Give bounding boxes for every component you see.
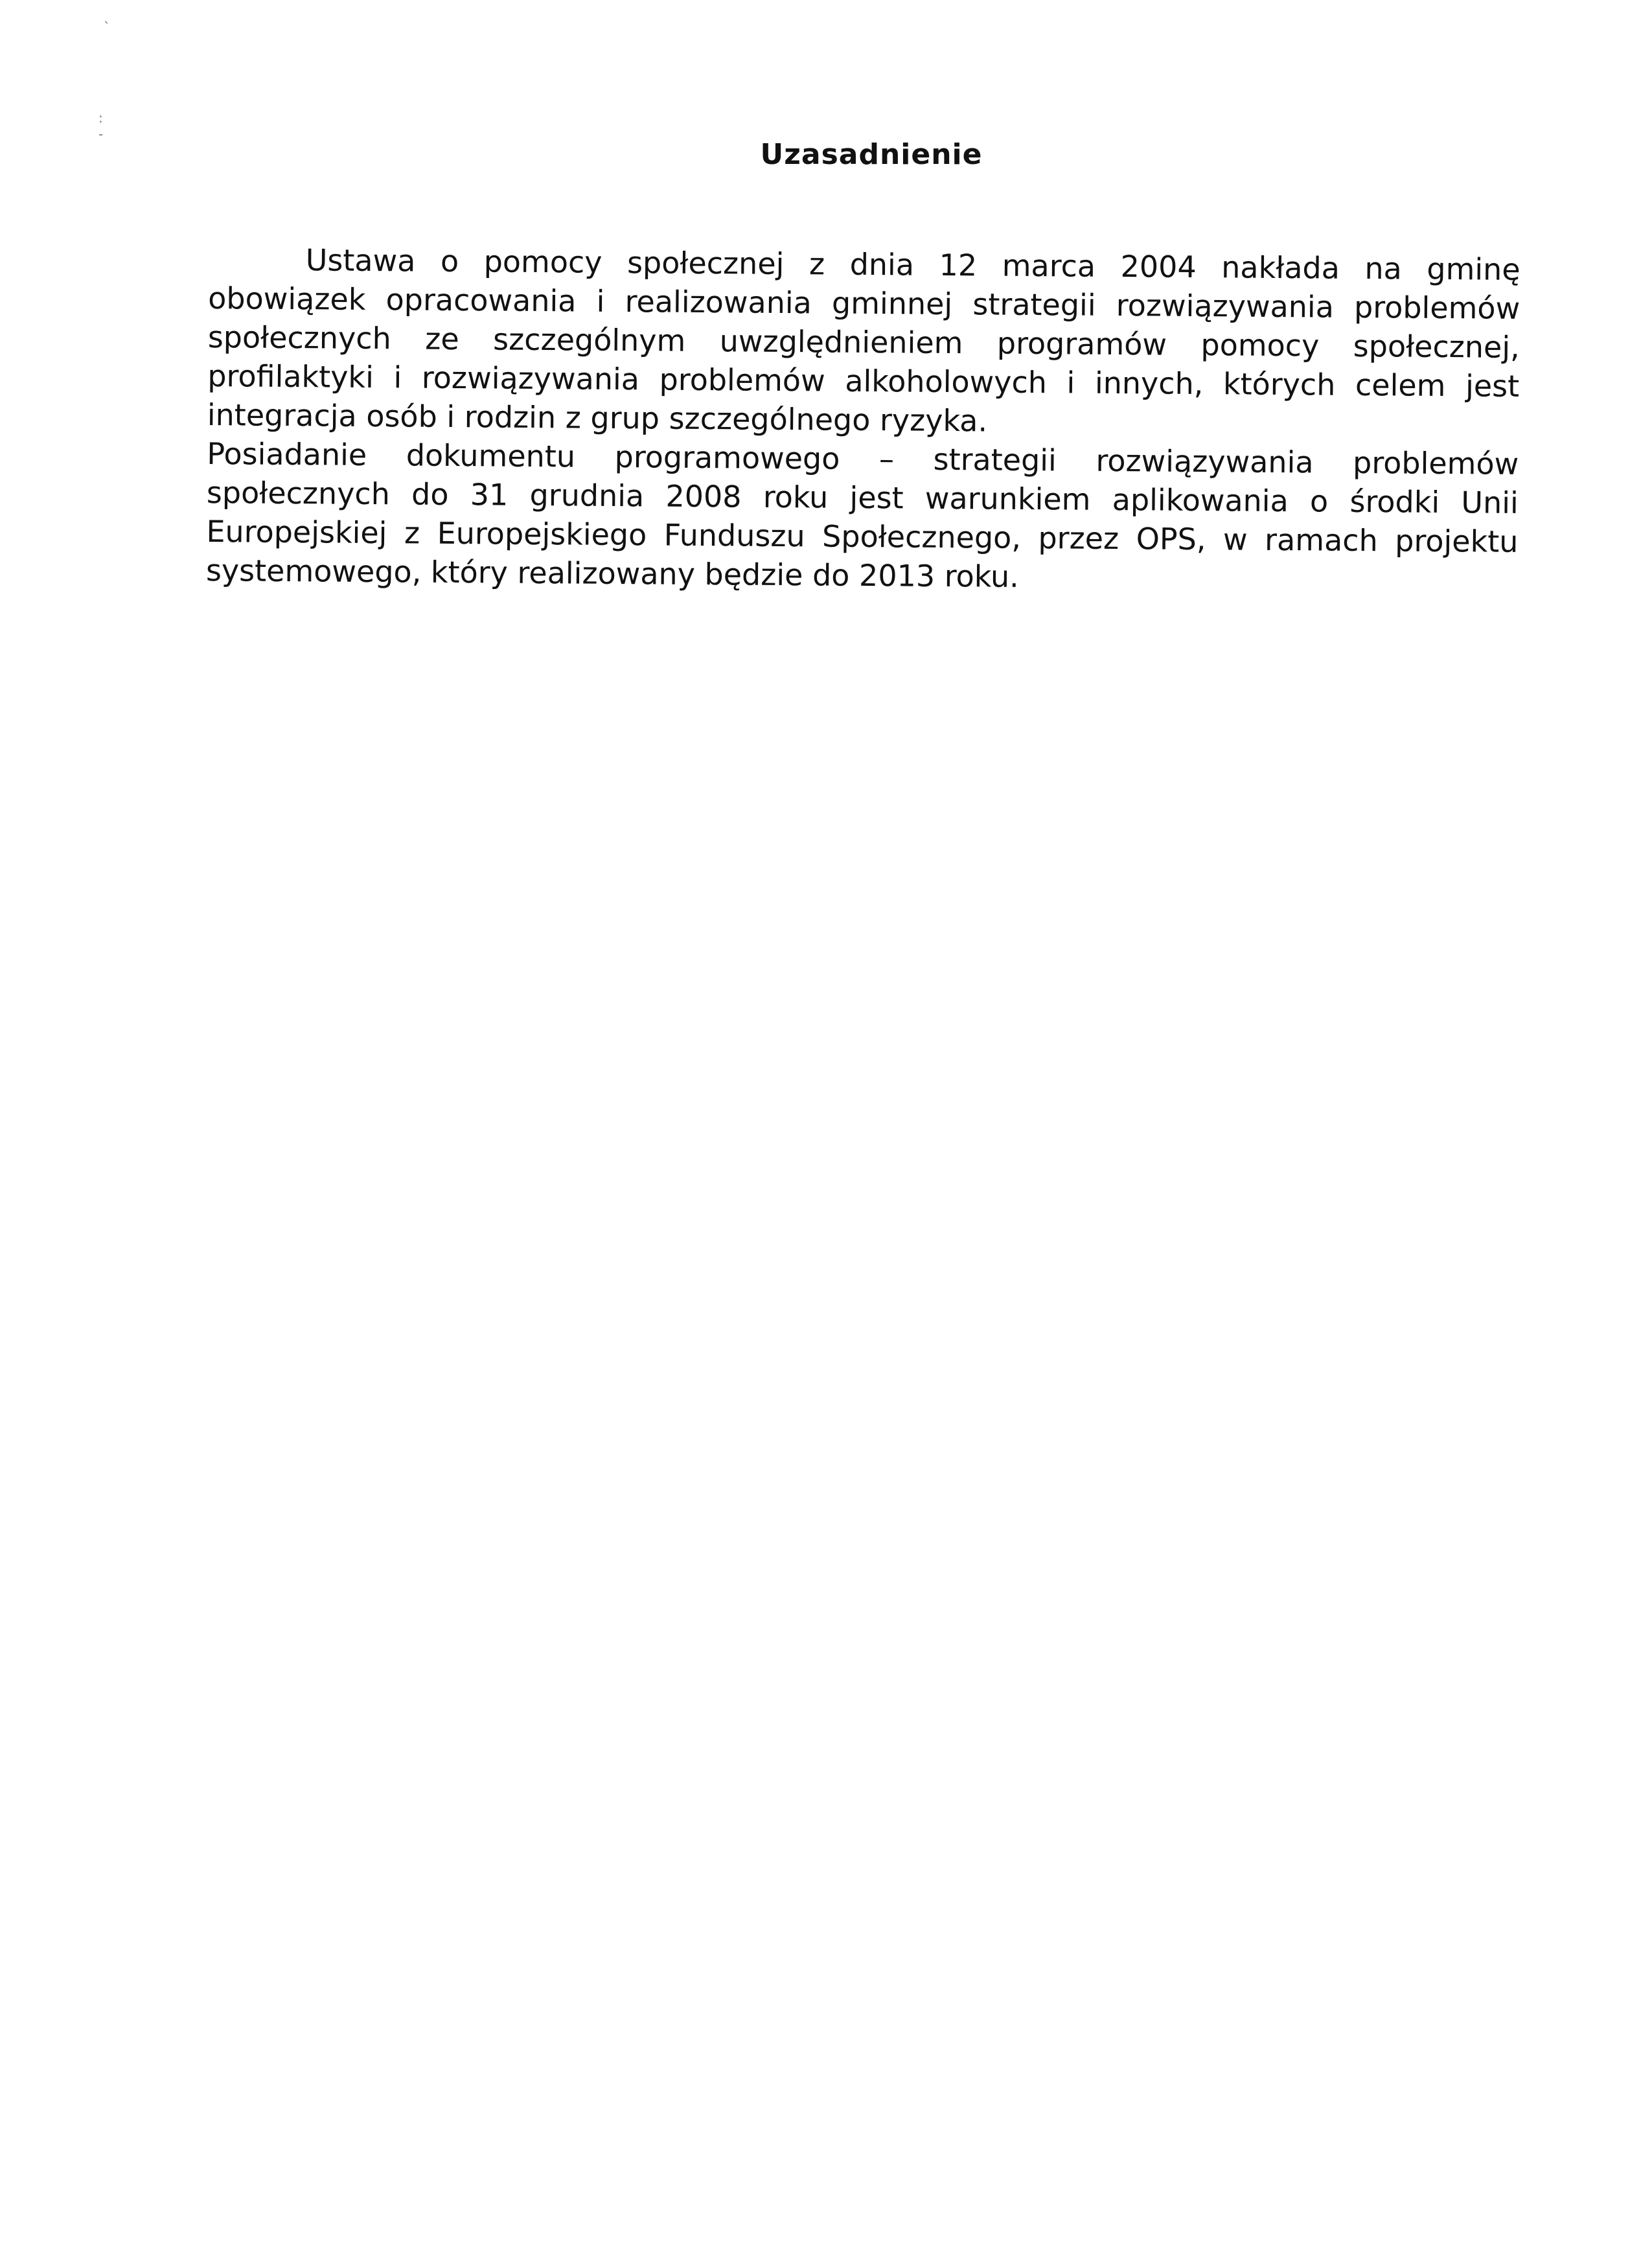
- paragraph-line: Ustawa o pomocy społecznej z dnia 12 marca 2004 nakłada na gminę: [305, 242, 1520, 287]
- paragraph-line: Europejskiej z Europejskiego Funduszu Społecznego, przez OPS, w ramach projektu: [206, 513, 1519, 559]
- scan-speck: `: [104, 19, 110, 35]
- document-title: Uzasadnienie: [760, 138, 983, 171]
- paragraph-line: społecznych ze szczególnym uwzględnieniem programów pomocy społecznej,: [207, 319, 1520, 365]
- paragraph-line: Posiadanie dokumentu programowego – strategii rozwiązywania problemów: [207, 435, 1519, 481]
- paragraph-line: systemowego, który realizowany będzie do 2013 roku.: [205, 552, 1019, 594]
- paragraph-line: integracja osób i rodzin z grup szczególnego ryzyka.: [207, 397, 988, 439]
- paragraph-line: obowiązek opracowania i realizowania gminnej strategii rozwiązywania problemów: [208, 280, 1520, 326]
- paragraph-line: profilaktyki i rozwiązywania problemów alkoholowych i innych, których celem jest: [207, 358, 1520, 404]
- paragraph-line: społecznych do 31 grudnia 2008 roku jest warunkiem aplikowania o środki Unii: [206, 474, 1519, 520]
- scan-speck: -: [98, 126, 104, 142]
- scan-speck: :: [98, 110, 103, 126]
- document-body: [206, 240, 1520, 600]
